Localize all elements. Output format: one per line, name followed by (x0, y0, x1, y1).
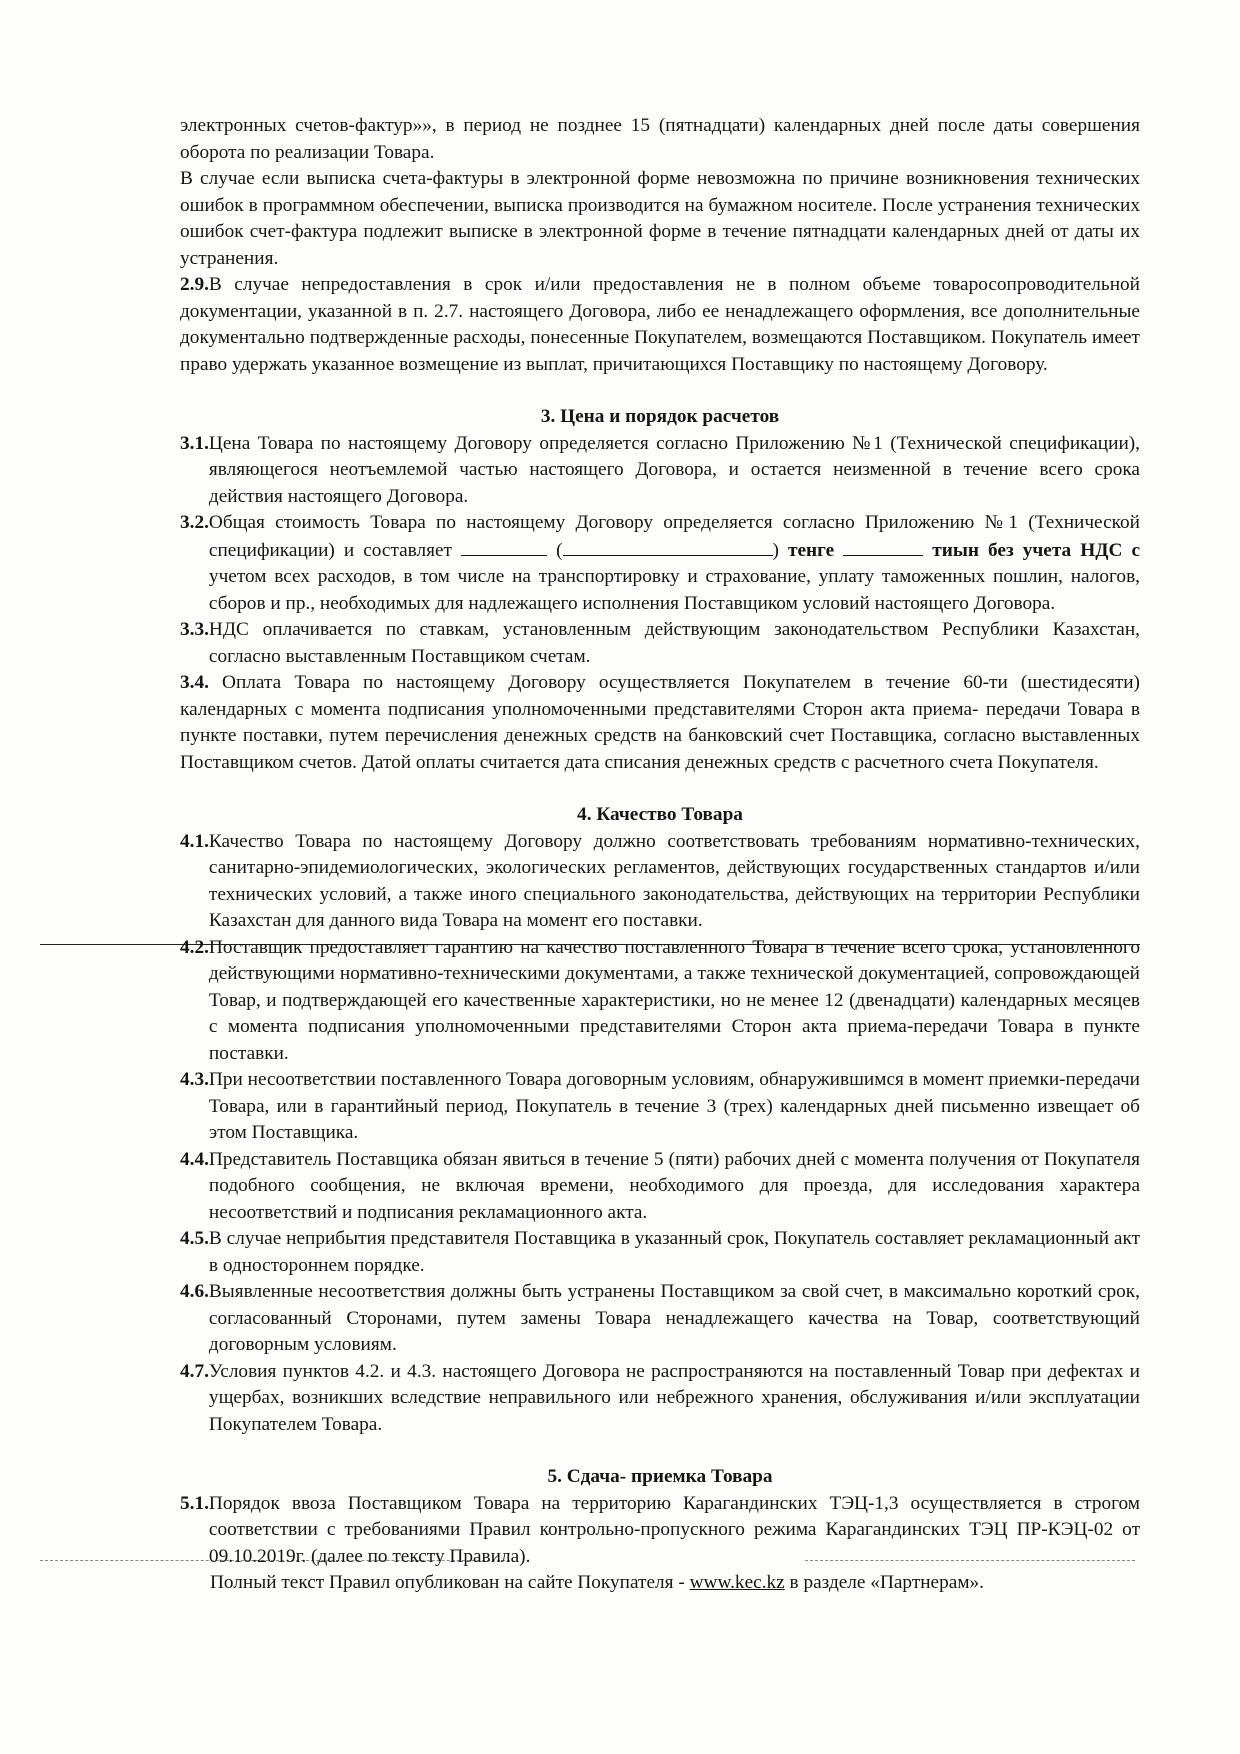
clause-text: В случае неприбытия представителя Поставщика в указанный срок, Покупатель составляет рекламационный акт в одностороннем порядке. (208, 1228, 1140, 1276)
section-heading: 4. Качество Товара (577, 804, 743, 825)
clause-text: Представитель Поставщика обязан явиться в течение 5 (пяти) рабочих дней с момента получения от Покупателя подобного сообщения, не включая времени, необходимого для проезда, для исследования характера несоответствий и подписания рекламационного акта. (208, 1148, 1140, 1223)
clause-text: Цена Товара по настоящему Договору определяется согласно Приложению №1 (Технической спецификации), являющегося неотъемлемой частью настоящего Договора, и остается неизменной в течение всего срока действия настоящего Договора. (208, 432, 1140, 507)
clause-number: 3.3. (180, 619, 209, 640)
clause-number: 4.3. (180, 1069, 209, 1090)
clause-4-6 (180, 1279, 1140, 1359)
clause-4-1 (180, 829, 1140, 935)
clause-number: 3.1. (180, 432, 209, 454)
currency-label: тенге (787, 539, 835, 561)
clause-3-3 (180, 617, 1140, 670)
clause-text: Порядок ввоза Поставщиком Товара на территорию Карагандинских ТЭЦ-1,3 осуществляется в строгом соответствии с требованиями Правил контрольно-пропускного режима Карагандинских ТЭЦ ПР-КЭЦ-02 от 09.10.2019г. (далее по тексту Правила). (208, 1492, 1140, 1567)
clause-2-9 (180, 272, 1140, 378)
vat-note: тиын без учета НДС с (932, 539, 1141, 561)
amount-blank[interactable] (461, 537, 547, 556)
clause-number: 4.2. (180, 936, 209, 958)
clause-text: Условия пунктов 4.2. и 4.3. настоящего Договора не распространяются на поставленный Товар при дефектах и ущербах, возникших вследствие неправильного или небрежного хранения, обслуживания и/или эксплуатации Покупателем Товара. (208, 1360, 1140, 1435)
website-link[interactable]: www.kec.kz (689, 1572, 785, 1593)
clause-text: Качество Товара по настоящему Договору должно соответствовать требованиям нормативно-технических, санитарно-эпидемиологических, экологических регламентов, действующих государственных стандартов и/или технических условий, а также иного специального законодательства, действующих на территории Республики Казахстан для данного вида Товара на момент его поставки. (208, 830, 1140, 931)
paren: ( (556, 539, 563, 561)
clause-3-1 (180, 431, 1140, 511)
clause-number: 2.9. (180, 274, 209, 295)
tiyn-blank[interactable] (843, 537, 923, 556)
paragraph: электронных счетов-фактур»», в период не позднее 15 (пятнадцати) календарных дней после даты совершения оборота по реализации Товара. (180, 115, 1140, 163)
clause-text: Выявленные несоответствия должны быть устранены Поставщиком за свой счет, в максимально короткий срок, согласованный Сторонами, путем замены Товара ненадлежащего качества на Товар, соответствующий договорным условиям. (208, 1281, 1140, 1355)
clause-number: 5.1. (180, 1492, 209, 1514)
clause-text: Поставщик предоставляет гарантию на качество поставленного Товара в течение всего срока, установленного действующими нормативно-техническими документами, а также технической документацией, сопровождающей Товар, и подтверждающей его качественные характеристики, но не менее 12 (двенадцати) календарных месяцев с момента подписания уполномоченными представителями Сторон акта приема-передачи Товара в пункте поставки. (208, 936, 1140, 1064)
paragraph-text: Полный текст Правил опубликован на сайте Покупателя - (210, 1572, 685, 1593)
clause-5-1 (180, 1491, 1140, 1571)
paragraph: В случае если выписка счета-фактуры в электронной форме невозможна по причине возникновения технических ошибок в программном обеспечении, выписка производится на бумажном носителе. После устранения технических ошибок счет-фактура подлежит выписке в электронной форме в течение пятнадцати календарных дней от даты их устранения. (180, 168, 1140, 269)
paren: ) (772, 539, 779, 561)
clause-4-7 (180, 1359, 1140, 1439)
clause-number: 4.6. (180, 1281, 209, 1302)
clause-number: 4.7. (180, 1360, 209, 1382)
clause-text: В случае непредоставления в срок и/или предоставления не в полном объеме товаросопроводительной документации, указанной в п. 2.7. настоящего Договора, либо ее ненадлежащего оформления, все дополнительные документально подтвержденные расходы, понесенные Покупателем, возмещаются Поставщиком. Покупатель имеет право удержать указанное возмещение из выплат, причитающихся Поставщику по настоящему Договору. (180, 274, 1140, 375)
clause-text: НДС оплачивается по ставкам, установленным действующим законодательством Республики Казахстан, согласно выставленным Поставщиком счетам. (208, 619, 1140, 667)
paragraph-text: в разделе «Партнерам». (789, 1572, 984, 1593)
clause-number: 4.5. (180, 1228, 209, 1249)
clause-3-4 (180, 670, 1140, 776)
paragraph-rules-link (180, 1570, 1140, 1597)
clause-text: При несоответствии поставленного Товара договорным условиям, обнаружившимся в момент приемки-передачи Товара, или в гарантийный период, Покупатель в течение 3 (трех) календарных дней письменно извещает об этом Поставщика. (208, 1069, 1140, 1143)
clause-4-3 (180, 1067, 1140, 1147)
clause-number: 4.1. (180, 830, 209, 852)
amount-words-blank[interactable] (563, 537, 773, 556)
clause-text: Оплата Товара по настоящему Договору осуществляется Покупателем в течение 60-ти (шестидесяти) календарных с момента подписания уполномоченными представителями Сторон акта приема- передачи Товара в пункте поставки, путем перечисления денежных средств на банковский счет Поставщика, согласно выставленных Поставщиком счетов. Датой оплаты считается дата списания денежных средств с расчетного счета Покупателя. (180, 672, 1140, 773)
clause-3-2 (180, 510, 1140, 617)
section-heading: 5. Сдача- приемка Товара (547, 1466, 773, 1487)
clause-4-2 (180, 935, 1140, 1068)
section-heading: 3. Цена и порядок расчетов (540, 406, 780, 427)
clause-text: учетом всех расходов, в том числе на транспортировку и страхование, уплату таможенных пошлин, налогов, сборов и пр., необходимых для надлежащего исполнения Поставщиком условий настоящего Договора. (208, 566, 1140, 614)
clause-4-5 (180, 1226, 1140, 1279)
clause-text: Общая стоимость Товара по настоящему Договору определяется согласно Приложению №1 (Технической спецификации) и составляет (208, 512, 1140, 561)
clause-number: 3.2. (180, 512, 209, 533)
clause-number: 3.4. (180, 672, 209, 693)
clause-number: 4.4. (180, 1148, 209, 1170)
document-page (180, 113, 1140, 1597)
clause-4-4 (180, 1147, 1140, 1227)
